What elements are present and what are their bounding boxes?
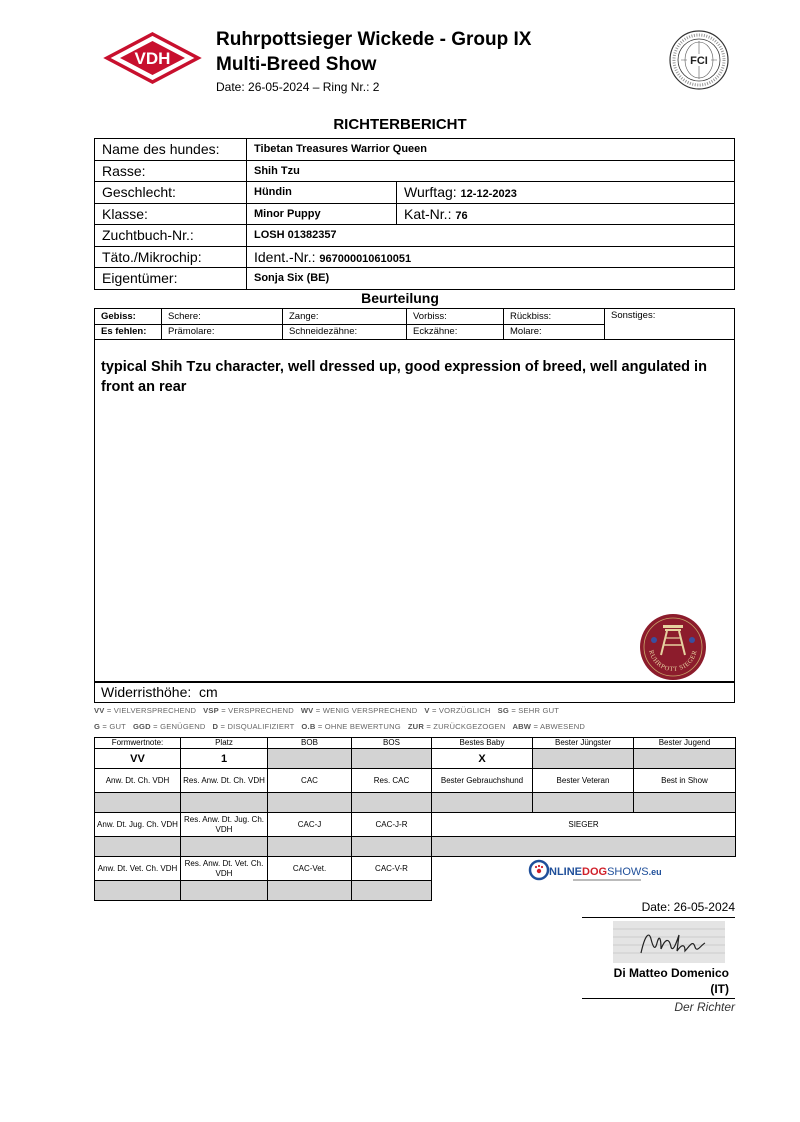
teeth-cell: Sonstiges: xyxy=(605,309,735,340)
studbook-label: Zuchtbuch-Nr.: xyxy=(95,225,247,247)
height-row xyxy=(101,684,218,700)
grade-value xyxy=(95,793,181,813)
legend-text: = GUT xyxy=(102,722,126,731)
ods-brand-shows: SHOWS xyxy=(607,866,649,878)
grade-header: Platz xyxy=(181,738,268,749)
table-row xyxy=(95,225,735,247)
grade-header: Res. Anw. Dt. Vet. Ch. VDH xyxy=(181,857,268,881)
vdh-logo xyxy=(105,32,200,84)
height-label: Widerristhöhe: xyxy=(101,684,192,700)
show-date-ring: Date: 26-05-2024 – Ring Nr.: 2 xyxy=(216,80,380,94)
table-row xyxy=(95,139,735,161)
legend-text: = ZURÜCKGEZOGEN xyxy=(426,722,506,731)
grade-header: BOB xyxy=(268,738,352,749)
grade-header: CAC-J xyxy=(268,813,352,837)
grade-value xyxy=(352,881,432,901)
dog-breed: Shih Tzu xyxy=(247,160,735,182)
judge-country: (IT) xyxy=(710,982,729,996)
grade-value xyxy=(634,793,736,813)
grade-header: Best in Show xyxy=(634,769,736,793)
grade-value xyxy=(634,749,736,769)
grade-header: CAC-J-R xyxy=(352,813,432,837)
legend-text: = ABWESEND xyxy=(533,722,586,731)
dog-info-table xyxy=(94,138,735,290)
vdh-logo-text: VDH xyxy=(134,49,171,68)
legend-code: V xyxy=(424,706,430,715)
judge-comment: typical Shih Tzu character, well dressed up, good expression of breed, well angulated in front an rear xyxy=(101,359,707,395)
legend-text: = GENÜGEND xyxy=(153,722,206,731)
legend-text: = DISQUALIFIZIERT xyxy=(220,722,295,731)
grade-value xyxy=(352,793,432,813)
seal-text: RUHRPOTT SIEGER xyxy=(647,649,699,674)
dog-class: Minor Puppy xyxy=(247,203,397,225)
grade-header: Bester Veteran xyxy=(533,769,634,793)
ident-cell xyxy=(247,246,735,268)
table-row xyxy=(95,749,736,769)
table-row xyxy=(95,160,735,182)
table-row xyxy=(95,793,736,813)
legend-code: ZUR xyxy=(407,722,425,731)
svg-text:NLINEDOGSHOWS.eu xyxy=(549,866,662,878)
grade-header: Bester Jugend xyxy=(634,738,736,749)
signature-date: Date: 26-05-2024 xyxy=(641,900,735,914)
teeth-cell: Vorbiss: xyxy=(407,309,504,325)
grade-header: Bester Jüngster xyxy=(533,738,634,749)
height-unit: cm xyxy=(199,684,218,700)
grade-value xyxy=(533,749,634,769)
sex-label: Geschlecht: xyxy=(95,182,247,204)
teeth-cell: Zange: xyxy=(283,309,407,325)
grade-header: Anw. Dt. Jug. Ch. VDH xyxy=(95,813,181,837)
teeth-cell: Schere: xyxy=(162,309,283,325)
legend-text: = OHNE BEWERTUNG xyxy=(317,722,401,731)
grade-legend-line2 xyxy=(94,722,585,731)
dog-sex: Hündin xyxy=(247,182,397,204)
teeth-cell: Molare: xyxy=(504,324,605,340)
chip-label: Täto./Mikrochip: xyxy=(95,246,247,268)
table-row xyxy=(95,203,735,225)
teeth-cell: Es fehlen: xyxy=(95,324,162,340)
grade-header: SIEGER xyxy=(432,813,736,837)
grade-header: Anw. Dt. Vet. Ch. VDH xyxy=(95,857,181,881)
table-row xyxy=(95,182,735,204)
teeth-cell: Gebiss: xyxy=(95,309,162,325)
legend-code: G xyxy=(94,722,101,731)
dog-catno: 76 xyxy=(455,209,468,222)
ods-brand-tld: .eu xyxy=(648,867,662,877)
show-title-line2: Multi-Breed Show xyxy=(216,54,377,75)
judge-signature xyxy=(613,921,725,963)
grade-value xyxy=(95,837,181,857)
grade-value xyxy=(352,749,432,769)
fci-logo-text: FCI xyxy=(690,55,708,67)
ident-label: Ident.-Nr.: xyxy=(254,248,316,265)
name-label: Name des hundes: xyxy=(95,139,247,161)
grade-header: CAC xyxy=(268,769,352,793)
grade-value xyxy=(432,793,533,813)
grade-value xyxy=(352,837,432,857)
birth-label: Wurftag: xyxy=(404,184,457,201)
teeth-cell: Rückbiss: xyxy=(504,309,605,325)
grade-value xyxy=(95,881,181,901)
legend-code: ABW xyxy=(512,722,532,731)
grade-value: X xyxy=(432,749,533,769)
teeth-table xyxy=(94,308,735,340)
grade-value xyxy=(268,837,352,857)
table-row xyxy=(95,246,735,268)
grade-header: Res. CAC xyxy=(352,769,432,793)
grade-value xyxy=(181,881,268,901)
legend-code: VSP xyxy=(203,706,219,715)
legend-text: = WENIG VERSPRECHEND xyxy=(315,706,418,715)
legend-text: = VORZÜGLICH xyxy=(431,706,491,715)
table-row xyxy=(95,268,735,290)
ods-brand-dog: DOG xyxy=(582,866,608,878)
legend-text: = VIELVERSPRECHEND xyxy=(106,706,197,715)
grade-value: VV xyxy=(95,749,181,769)
grade-value xyxy=(432,837,736,857)
grade-value xyxy=(268,881,352,901)
grade-value xyxy=(268,793,352,813)
grade-value xyxy=(181,793,268,813)
legend-code: O.B xyxy=(301,722,316,731)
judge-role: Der Richter xyxy=(674,1000,735,1014)
dog-owner: Sonja Six (BE) xyxy=(247,268,735,290)
catno-cell xyxy=(397,203,735,225)
birth-cell xyxy=(397,182,735,204)
grade-header: Res. Anw. Dt. Ch. VDH xyxy=(181,769,268,793)
dog-ident: 967000010610051 xyxy=(319,252,412,265)
grade-value xyxy=(268,749,352,769)
judge-name: Di Matteo Domenico xyxy=(613,966,729,980)
teeth-cell: Eckzähne: xyxy=(407,324,504,340)
catno-label: Kat-Nr.: xyxy=(404,205,452,222)
legend-code: VV xyxy=(94,706,105,715)
grade-header: Bester Gebrauchshund xyxy=(432,769,533,793)
signature-divider xyxy=(582,998,735,999)
legend-text: = VERSPRECHEND xyxy=(221,706,294,715)
table-row xyxy=(95,837,736,857)
fci-logo xyxy=(668,29,730,91)
show-title-line1: Ruhrpottsieger Wickede - Group IX xyxy=(216,29,532,50)
grade-header: CAC-V-R xyxy=(352,857,432,881)
assessment-title: Beurteilung xyxy=(361,290,439,306)
onlinedogshows-logo xyxy=(529,857,662,885)
grade-header: Formwertnote: xyxy=(95,738,181,749)
table-row xyxy=(95,738,736,749)
judge-name-block xyxy=(582,965,729,997)
grade-header: Res. Anw. Dt. Jug. Ch. VDH xyxy=(181,813,268,837)
legend-text: = SEHR GUT xyxy=(511,706,560,715)
show-title xyxy=(216,27,531,77)
class-label: Klasse: xyxy=(95,203,247,225)
grade-header: CAC-Vet. xyxy=(268,857,352,881)
ods-brand-nline: NLINE xyxy=(549,866,582,878)
table-row xyxy=(95,813,736,837)
owner-label: Eigentümer: xyxy=(95,268,247,290)
table-row xyxy=(95,769,736,793)
dog-birth: 12-12-2023 xyxy=(460,188,517,201)
signature-divider xyxy=(582,917,735,918)
legend-code: WV xyxy=(300,706,314,715)
grade-value xyxy=(533,793,634,813)
grade-value xyxy=(181,837,268,857)
grade-legend-line1 xyxy=(94,706,559,715)
legend-code: SG xyxy=(497,706,510,715)
document-title: RICHTERBERICHT xyxy=(333,116,467,133)
grade-header: Anw. Dt. Ch. VDH xyxy=(95,769,181,793)
teeth-cell: Prämolare: xyxy=(162,324,283,340)
breed-label: Rasse: xyxy=(95,160,247,182)
table-row xyxy=(95,309,735,325)
ruhrpott-sieger-seal xyxy=(639,613,707,681)
legend-code: D xyxy=(212,722,219,731)
placement-value: 1 xyxy=(181,749,268,769)
grade-header: BOS xyxy=(352,738,432,749)
legend-code: GGD xyxy=(132,722,151,731)
grade-header: Bestes Baby xyxy=(432,738,533,749)
dog-name: Tibetan Treasures Warrior Queen xyxy=(247,139,735,161)
teeth-cell: Schneidezähne: xyxy=(283,324,407,340)
dog-studbook: LOSH 01382357 xyxy=(247,225,735,247)
